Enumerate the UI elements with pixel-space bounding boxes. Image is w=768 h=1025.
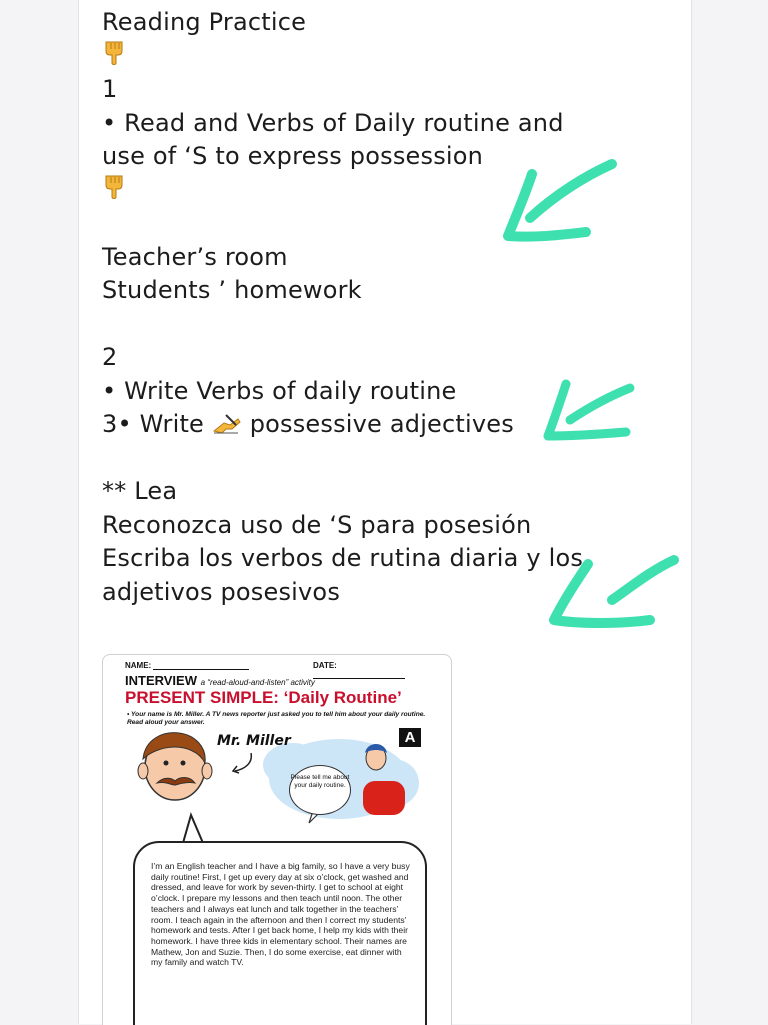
item1-line2: use of ‘S to express possession [102, 142, 484, 170]
annotation-arrow-1 [490, 150, 630, 250]
worksheet-heading: PRESENT SIMPLE: ‘Daily Routine’ [125, 688, 402, 707]
place-line1: Teacher’s room [102, 242, 288, 271]
reporter-speech-bubble [289, 765, 351, 815]
es-line2: Reconozca uso de ‘S para posesión [102, 510, 532, 539]
annotation-arrow-3 [540, 548, 690, 638]
item2-line1: • Write Verbs of daily routine [102, 376, 457, 405]
section-badge: A [399, 728, 421, 747]
spacer [102, 308, 662, 342]
item1-number: 1 [102, 75, 118, 103]
name-underline [153, 661, 249, 670]
reporter-question: Please tell me about your daily routine. [290, 774, 350, 789]
pointing-down-icon [102, 174, 126, 200]
character-name: Mr. Miller [217, 733, 291, 749]
es-line4: adjetivos posesivos [102, 577, 341, 606]
es-line1: ** Lea [102, 477, 178, 505]
worksheet-title-row [125, 673, 315, 688]
place-line2: Students ’ homework [102, 276, 362, 304]
item2-number: 2 [102, 343, 118, 371]
worksheet-title: INTERVIEW [125, 673, 197, 688]
note-title: Reading Practice [102, 8, 307, 36]
answer-text: I’m an English teacher and I have a big family, so I have a very busy daily routine! First, I get up every day at six o’clock, get washed and dressed, and leave for work by seven-thirty. I get to school at eight o’clock. I prepare my lessons and then teach until noon. The other teachers and I always eat lunch and talk together in the teachers’ room. I teach again in the afternoon and then I correct my students’ homework and tests. After I get back home, I help my kids with their homework. I have three kids in elementary school. Their names are Mathew, Jon and Suzie. Then, I do some exercise, eat dinner with my family and watch TV. [151, 861, 410, 968]
worksheet-title-sub: a “read-aloud-and-listen” activity [200, 678, 315, 687]
worksheet-image[interactable] [102, 654, 452, 1025]
date-label: DATE: [313, 661, 337, 670]
name-label: NAME: [125, 661, 152, 670]
item1-line1: • Read and Verbs of Daily routine and [102, 108, 564, 137]
pointing-down-icon [102, 40, 126, 66]
date-underline [313, 670, 405, 679]
writing-hand-icon [212, 411, 242, 435]
mr-miller-face-icon [138, 733, 212, 800]
pointing-down-emoji-row [102, 40, 662, 74]
annotation-arrow-2 [530, 372, 650, 452]
es-line3: Escriba los verbos de rutina diaria y los [102, 544, 584, 572]
item3-prefix: 3• Write [102, 410, 212, 438]
worksheet-instruction: • Your name is Mr. Miller. A TV news reporter just asked you to tell him about your daily routine. Read aloud your answer. [127, 711, 426, 726]
item3-suffix: possessive adjectives [241, 410, 514, 438]
note-body[interactable] [102, 6, 662, 609]
